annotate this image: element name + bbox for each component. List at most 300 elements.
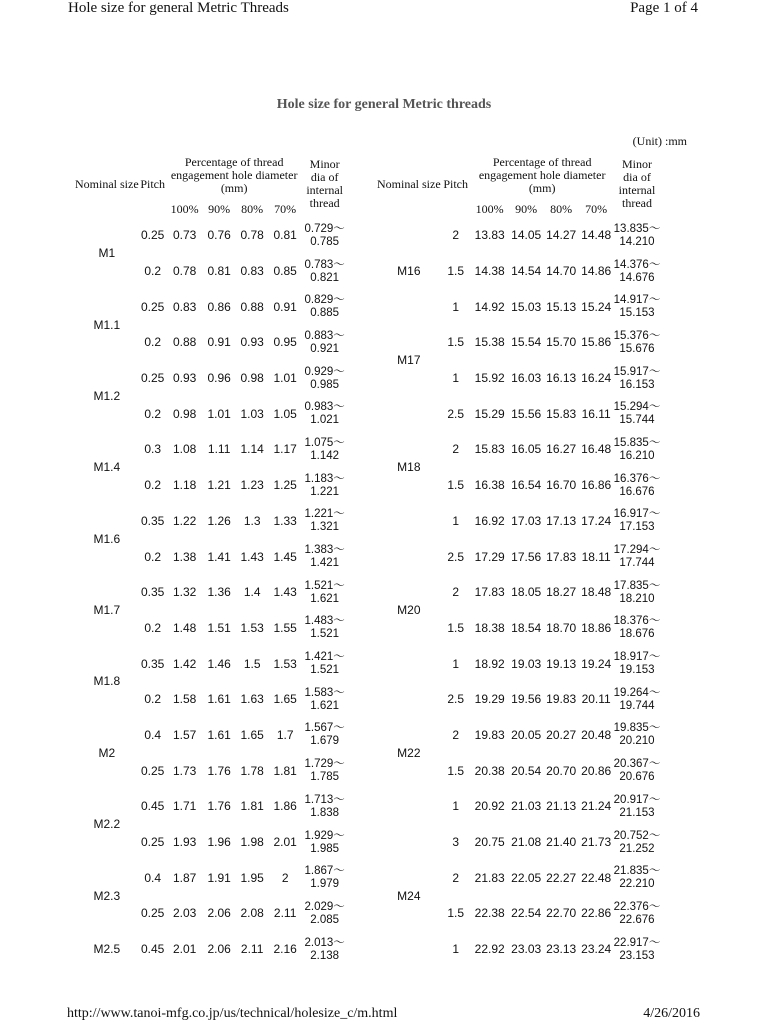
pitch-cell: 0.2 xyxy=(144,264,161,279)
col-header-80: 80% xyxy=(550,201,573,216)
pct80-cell: 15.83 xyxy=(546,406,577,421)
pitch-cell: 0.25 xyxy=(140,371,165,386)
minor-dia-cell xyxy=(302,504,348,540)
pct80-cell: 20.27 xyxy=(546,727,577,742)
minor-dia-cell xyxy=(614,468,661,504)
pct80-cell: 1.81 xyxy=(240,799,264,814)
pitch-cell: 0.2 xyxy=(144,335,161,350)
pct100-cell: 1.08 xyxy=(172,442,197,457)
minor-dia-cell xyxy=(614,432,661,468)
pct80-cell: 0.98 xyxy=(240,371,264,386)
minor-dia-max: 2.085 xyxy=(310,913,340,926)
unit-note: (Unit) :mm xyxy=(632,134,687,148)
minor-dia-cell xyxy=(302,896,348,932)
pct100-cell: 2.01 xyxy=(172,942,197,957)
col-header-pitch: Pitch xyxy=(140,176,165,191)
pitch-cell: 1.5 xyxy=(447,335,464,350)
pct100-cell: 1.57 xyxy=(172,727,197,742)
minor-dia-min: 0.983～ xyxy=(304,401,345,414)
minor-dia-cell xyxy=(614,646,661,682)
pct70-cell: 1.45 xyxy=(273,549,297,564)
minor-dia-cell xyxy=(302,753,348,789)
minor-dia-min: 2.013～ xyxy=(304,936,345,949)
pct80-cell: 1.95 xyxy=(240,870,264,885)
pct100-cell: 16.38 xyxy=(474,478,505,493)
pct70-cell: 0.95 xyxy=(273,335,297,350)
pct100-cell: 20.92 xyxy=(474,799,505,814)
pct80-cell: 20.70 xyxy=(546,763,577,778)
pct90-cell: 19.03 xyxy=(511,656,542,671)
minor-dia-min: 1.567～ xyxy=(304,722,345,735)
minor-dia-min: 20.752～ xyxy=(613,829,661,842)
pct100-cell: 0.83 xyxy=(172,299,197,314)
pct70-cell: 1.53 xyxy=(273,656,297,671)
pct80-cell: 1.14 xyxy=(240,442,264,457)
table-row xyxy=(75,860,348,896)
minor-dia-cell xyxy=(302,325,348,361)
pct100-cell: 1.93 xyxy=(172,835,197,850)
pitch-cell: 0.45 xyxy=(140,942,165,957)
pct100-cell: 1.32 xyxy=(172,585,197,600)
col-header-minor: Minor dia of internal thread xyxy=(306,157,343,210)
minor-dia-min: 14.917～ xyxy=(613,294,661,307)
pct70-cell: 0.91 xyxy=(273,299,297,314)
minor-dia-cell xyxy=(614,718,661,754)
minor-dia-cell xyxy=(614,539,661,575)
pct100-cell: 17.29 xyxy=(474,549,505,564)
minor-dia-min: 1.221～ xyxy=(304,508,345,521)
pitch-cell: 0.35 xyxy=(140,585,165,600)
minor-dia-min: 1.483～ xyxy=(304,615,345,628)
col-header-100: 100% xyxy=(170,201,199,216)
pct100-cell: 1.22 xyxy=(172,513,197,528)
pitch-cell: 0.35 xyxy=(140,656,165,671)
pitch-cell: 1 xyxy=(452,513,459,528)
pct90-cell: 20.05 xyxy=(511,727,542,742)
minor-dia-max: 19.744 xyxy=(619,699,655,712)
pct90-cell: 1.51 xyxy=(207,620,231,635)
minor-dia-min: 1.421～ xyxy=(304,651,345,664)
table-body-right xyxy=(377,218,660,967)
nominal-size-cell: M18 xyxy=(397,460,421,475)
pct70-cell: 20.48 xyxy=(581,727,612,742)
minor-dia-cell xyxy=(614,789,661,825)
pitch-cell: 1 xyxy=(452,656,459,671)
pct100-cell: 1.71 xyxy=(172,799,197,814)
minor-dia-max: 16.210 xyxy=(619,449,655,462)
pct90-cell: 19.56 xyxy=(511,692,542,707)
pct90-cell: 21.03 xyxy=(511,799,542,814)
pct80-cell: 1.43 xyxy=(240,549,264,564)
pct70-cell: 20.11 xyxy=(581,692,611,707)
minor-dia-min: 15.294～ xyxy=(613,401,661,414)
pct90-cell: 2.06 xyxy=(207,942,231,957)
pct90-cell: 23.03 xyxy=(511,942,542,957)
pitch-cell: 3 xyxy=(452,835,459,850)
minor-dia-min: 22.917～ xyxy=(613,936,661,949)
minor-dia-cell xyxy=(302,361,348,397)
pct70-cell: 18.48 xyxy=(581,585,612,600)
pct90-cell: 0.76 xyxy=(207,228,231,243)
pct90-cell: 16.54 xyxy=(511,478,542,493)
pct100-cell: 18.92 xyxy=(474,656,505,671)
minor-dia-cell xyxy=(614,254,661,290)
table-row xyxy=(75,575,348,611)
minor-dia-min: 17.294～ xyxy=(613,544,661,557)
minor-dia-max: 1.979 xyxy=(310,878,340,891)
table-row xyxy=(75,218,348,254)
minor-dia-cell xyxy=(302,932,348,968)
pct90-cell: 1.61 xyxy=(207,727,231,742)
pct90-cell: 1.46 xyxy=(207,656,231,671)
minor-dia-cell xyxy=(614,575,661,611)
pitch-cell: 0.2 xyxy=(144,549,161,564)
pct100-cell: 1.48 xyxy=(172,620,197,635)
minor-dia-cell xyxy=(614,825,661,861)
minor-dia-min: 19.835～ xyxy=(613,722,661,735)
minor-dia-min: 13.835～ xyxy=(613,222,661,235)
nominal-size-cell: M1.1 xyxy=(93,317,121,332)
pct80-cell: 18.70 xyxy=(546,620,577,635)
minor-dia-min: 15.917～ xyxy=(613,365,661,378)
pct80-cell: 0.88 xyxy=(240,299,264,314)
pitch-cell: 2 xyxy=(452,727,459,742)
pitch-cell: 0.4 xyxy=(144,727,161,742)
col-header-80: 80% xyxy=(241,201,264,216)
pct70-cell: 2.11 xyxy=(273,906,297,921)
minor-dia-max: 17.744 xyxy=(619,557,655,570)
minor-dia-min: 0.883～ xyxy=(304,329,345,342)
pct90-cell: 2.06 xyxy=(207,906,231,921)
minor-dia-cell xyxy=(614,932,661,968)
minor-dia-cell xyxy=(614,325,661,361)
pct80-cell: 17.83 xyxy=(546,549,577,564)
pct70-cell: 1.17 xyxy=(273,442,297,457)
pct70-cell: 18.86 xyxy=(581,620,612,635)
minor-dia-min: 16.376～ xyxy=(613,472,661,485)
minor-dia-cell xyxy=(614,361,661,397)
pct90-cell: 22.05 xyxy=(511,870,542,885)
pct90-cell: 15.56 xyxy=(511,406,542,421)
minor-dia-cell xyxy=(302,825,348,861)
pitch-cell: 0.25 xyxy=(140,763,165,778)
minor-dia-min: 1.929～ xyxy=(304,829,345,842)
pct90-cell: 0.91 xyxy=(207,335,231,350)
table-row xyxy=(75,718,348,754)
pitch-cell: 1 xyxy=(452,299,459,314)
nominal-size-cell: M1.7 xyxy=(93,603,121,618)
pitch-cell: 0.3 xyxy=(144,442,161,457)
minor-dia-cell xyxy=(302,396,348,432)
pct80-cell: 1.23 xyxy=(240,478,264,493)
pct80-cell: 1.53 xyxy=(240,620,264,635)
minor-dia-max: 0.821 xyxy=(310,271,340,284)
pct100-cell: 16.92 xyxy=(474,513,505,528)
pct90-cell: 15.54 xyxy=(511,335,542,350)
pct90-cell: 22.54 xyxy=(511,906,542,921)
pct70-cell: 15.24 xyxy=(581,299,612,314)
nominal-size-cell: M22 xyxy=(397,745,421,760)
pct80-cell: 23.13 xyxy=(546,942,577,957)
table-row xyxy=(377,539,660,575)
minor-dia-min: 18.376～ xyxy=(613,615,661,628)
pct100-cell: 1.38 xyxy=(172,549,197,564)
minor-dia-cell xyxy=(302,682,348,718)
pct90-cell: 15.03 xyxy=(511,299,542,314)
table-row xyxy=(75,504,348,540)
minor-dia-cell xyxy=(614,218,661,254)
pct80-cell: 0.83 xyxy=(240,264,264,279)
pct100-cell: 15.38 xyxy=(474,335,505,350)
pct80-cell: 15.70 xyxy=(546,335,577,350)
minor-dia-min: 1.183～ xyxy=(304,472,345,485)
pct70-cell: 19.24 xyxy=(581,656,612,671)
pct100-cell: 18.38 xyxy=(474,620,505,635)
pct70-cell: 1.05 xyxy=(273,406,297,421)
minor-dia-max: 1.985 xyxy=(310,842,340,855)
table-row xyxy=(377,396,660,432)
minor-dia-max: 16.153 xyxy=(619,378,655,391)
minor-dia-cell xyxy=(614,896,661,932)
pitch-cell: 1 xyxy=(452,371,459,386)
pct90-cell: 1.36 xyxy=(207,585,231,600)
minor-dia-max: 15.676 xyxy=(619,342,655,355)
col-header-100: 100% xyxy=(475,201,504,216)
minor-dia-cell xyxy=(302,254,348,290)
pitch-cell: 2 xyxy=(452,870,459,885)
pct70-cell: 1.33 xyxy=(273,513,297,528)
pitch-cell: 0.25 xyxy=(140,835,165,850)
pct100-cell: 17.83 xyxy=(474,585,505,600)
pitch-cell: 1 xyxy=(452,942,459,957)
pitch-cell: 1.5 xyxy=(447,478,464,493)
thread-table-right xyxy=(377,150,660,967)
pct90-cell: 17.03 xyxy=(511,513,542,528)
minor-dia-cell xyxy=(614,396,661,432)
pct100-cell: 15.29 xyxy=(474,406,505,421)
pct100-cell: 0.88 xyxy=(172,335,197,350)
minor-dia-max: 16.676 xyxy=(619,485,655,498)
pct90-cell: 14.54 xyxy=(511,264,542,279)
pct90-cell: 18.05 xyxy=(511,585,542,600)
minor-dia-max: 20.210 xyxy=(619,735,655,748)
pct70-cell: 1.65 xyxy=(273,692,297,707)
pct80-cell: 21.13 xyxy=(546,799,577,814)
minor-dia-max: 22.210 xyxy=(619,878,655,891)
pct100-cell: 0.98 xyxy=(172,406,197,421)
minor-dia-cell xyxy=(614,860,661,896)
pct100-cell: 14.92 xyxy=(474,299,505,314)
pct100-cell: 20.75 xyxy=(474,835,505,850)
pct100-cell: 19.83 xyxy=(474,727,505,742)
pct70-cell: 23.24 xyxy=(581,942,612,957)
minor-dia-min: 14.376～ xyxy=(613,258,661,271)
pct90-cell: 14.05 xyxy=(511,228,542,243)
table-row xyxy=(75,289,348,325)
minor-dia-min: 20.917～ xyxy=(613,793,661,806)
pct100-cell: 15.83 xyxy=(474,442,505,457)
minor-dia-min: 1.075～ xyxy=(304,436,345,449)
minor-dia-max: 2.138 xyxy=(310,949,340,962)
nominal-size-cell: M2.3 xyxy=(93,888,121,903)
pct90-cell: 1.91 xyxy=(207,870,231,885)
pct80-cell: 1.78 xyxy=(240,763,264,778)
pitch-cell: 2.5 xyxy=(447,692,464,707)
nominal-size-cell: M1.4 xyxy=(93,460,121,475)
minor-dia-max: 18.676 xyxy=(619,628,655,641)
minor-dia-min: 18.917～ xyxy=(613,651,661,664)
pct90-cell: 1.76 xyxy=(207,799,231,814)
minor-dia-cell xyxy=(614,753,661,789)
minor-dia-min: 0.929～ xyxy=(304,365,345,378)
pct70-cell: 22.48 xyxy=(581,870,612,885)
minor-dia-max: 19.153 xyxy=(619,664,655,677)
pct80-cell: 1.03 xyxy=(240,406,264,421)
pct80-cell: 21.40 xyxy=(546,835,577,850)
pitch-cell: 0.35 xyxy=(140,513,165,528)
minor-dia-min: 0.729～ xyxy=(304,222,345,235)
minor-dia-min: 21.835～ xyxy=(613,865,661,878)
col-header-90: 90% xyxy=(208,201,231,216)
pct70-cell: 1.81 xyxy=(273,763,297,778)
minor-dia-min: 1.729～ xyxy=(304,758,345,771)
minor-dia-cell xyxy=(614,682,661,718)
minor-dia-min: 16.917～ xyxy=(613,508,661,521)
table-row xyxy=(377,218,660,254)
pct80-cell: 2.11 xyxy=(240,942,264,957)
table-row xyxy=(377,825,660,861)
pct80-cell: 17.13 xyxy=(546,513,577,528)
col-header-70: 70% xyxy=(585,201,608,216)
pct100-cell: 14.38 xyxy=(474,264,505,279)
pct70-cell: 21.24 xyxy=(581,799,612,814)
pct100-cell: 22.92 xyxy=(474,942,505,957)
pct100-cell: 13.83 xyxy=(474,228,505,243)
pct90-cell: 1.21 xyxy=(207,478,231,493)
pct80-cell: 22.70 xyxy=(546,906,577,921)
minor-dia-cell xyxy=(302,718,348,754)
minor-dia-cell xyxy=(302,289,348,325)
pct80-cell: 0.93 xyxy=(240,335,264,350)
pct100-cell: 2.03 xyxy=(172,906,197,921)
table-body-left xyxy=(75,218,348,967)
nominal-size-cell: M1.2 xyxy=(93,388,121,403)
nominal-size-cell: M16 xyxy=(397,264,421,279)
pct90-cell: 18.54 xyxy=(511,620,542,635)
pitch-cell: 1.5 xyxy=(447,264,464,279)
pct70-cell: 16.48 xyxy=(581,442,612,457)
pitch-cell: 2 xyxy=(452,442,459,457)
pct70-cell: 1.25 xyxy=(273,478,297,493)
pitch-cell: 0.25 xyxy=(140,299,165,314)
pct90-cell: 0.86 xyxy=(207,299,231,314)
pct70-cell: 15.86 xyxy=(581,335,612,350)
pitch-cell: 2 xyxy=(452,585,459,600)
pitch-cell: 0.25 xyxy=(140,228,165,243)
pitch-cell: 0.45 xyxy=(140,799,165,814)
table-row xyxy=(377,682,660,718)
pct90-cell: 1.11 xyxy=(207,442,231,457)
pct70-cell: 1.86 xyxy=(273,799,297,814)
col-header-percentage: Percentage of thread engagement hole diameter (mm) xyxy=(170,154,298,195)
minor-dia-max: 1.521 xyxy=(310,664,340,677)
nominal-size-cell: M24 xyxy=(397,888,421,903)
minor-dia-max: 21.153 xyxy=(619,806,655,819)
pitch-cell: 1.5 xyxy=(447,620,464,635)
minor-dia-max: 14.676 xyxy=(619,271,655,284)
pct100-cell: 1.73 xyxy=(172,763,197,778)
minor-dia-min: 1.583～ xyxy=(304,686,345,699)
pct70-cell: 0.85 xyxy=(273,264,297,279)
nominal-size-cell: M20 xyxy=(397,603,421,618)
minor-dia-max: 23.153 xyxy=(619,949,655,962)
pct80-cell: 1.5 xyxy=(243,656,261,671)
thread-table-left xyxy=(75,150,348,967)
pitch-cell: 0.4 xyxy=(144,870,161,885)
pct70-cell: 2 xyxy=(281,870,289,885)
minor-dia-cell xyxy=(614,504,661,540)
minor-dia-max: 1.621 xyxy=(310,699,340,712)
document-title: Hole size for general Metric threads xyxy=(276,97,492,112)
nominal-size-cell: M2.5 xyxy=(93,942,121,957)
pct90-cell: 0.81 xyxy=(207,264,231,279)
pct100-cell: 0.78 xyxy=(172,264,197,279)
col-header-percentage: Percentage of thread engagement hole diameter (mm) xyxy=(478,154,606,195)
nominal-size-cell: M1 xyxy=(98,246,116,261)
pitch-cell: 2 xyxy=(452,228,459,243)
minor-dia-min: 1.521～ xyxy=(304,579,345,592)
table-row xyxy=(75,361,348,397)
pct100-cell: 0.93 xyxy=(172,371,197,386)
pct100-cell: 0.73 xyxy=(172,228,197,243)
pitch-cell: 1 xyxy=(452,799,459,814)
print-date: 4/26/2016 xyxy=(643,1006,700,1021)
pitch-cell: 2.5 xyxy=(447,549,464,564)
minor-dia-max: 17.153 xyxy=(619,521,655,534)
nominal-size-cell: M2 xyxy=(98,745,116,760)
minor-dia-max: 0.885 xyxy=(310,307,340,320)
minor-dia-max: 1.679 xyxy=(310,735,340,748)
minor-dia-cell xyxy=(302,432,348,468)
col-header-90: 90% xyxy=(515,201,538,216)
pct80-cell: 14.27 xyxy=(546,228,577,243)
source-url: http://www.tanoi-mfg.co.jp/us/technical/holesize_c/m.html xyxy=(67,1006,398,1021)
pct100-cell: 1.42 xyxy=(172,656,197,671)
pct100-cell: 15.92 xyxy=(474,371,505,386)
minor-dia-min: 17.835～ xyxy=(613,579,661,592)
pct80-cell: 1.98 xyxy=(240,835,264,850)
minor-dia-cell xyxy=(614,289,661,325)
col-header-pitch: Pitch xyxy=(443,176,468,191)
pct80-cell: 1.63 xyxy=(240,692,264,707)
table-row xyxy=(75,432,348,468)
minor-dia-cell xyxy=(614,611,661,647)
minor-dia-max: 18.210 xyxy=(619,592,655,605)
pct90-cell: 1.01 xyxy=(207,406,231,421)
pct70-cell: 14.86 xyxy=(581,264,612,279)
pct70-cell: 2.16 xyxy=(273,942,297,957)
minor-dia-max: 0.785 xyxy=(310,235,340,248)
minor-dia-max: 1.521 xyxy=(310,628,340,641)
col-header-nominal: Nominal size xyxy=(75,176,139,191)
pct80-cell: 2.08 xyxy=(240,906,264,921)
minor-dia-max: 20.676 xyxy=(619,771,655,784)
pct90-cell: 20.54 xyxy=(511,763,542,778)
pct100-cell: 19.29 xyxy=(474,692,505,707)
pct80-cell: 22.27 xyxy=(546,870,577,885)
minor-dia-cell xyxy=(302,611,348,647)
pct90-cell: 1.41 xyxy=(207,549,231,564)
